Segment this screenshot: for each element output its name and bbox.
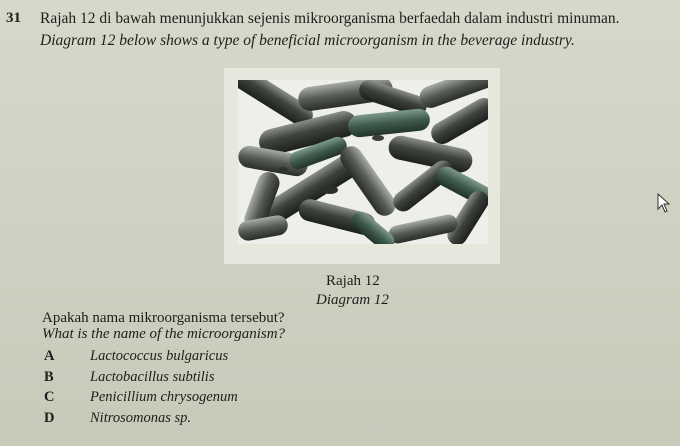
mouse-cursor-icon (657, 193, 671, 218)
option-b[interactable] (44, 369, 214, 386)
option-c[interactable] (44, 389, 238, 406)
question-stem-english: Diagram 12 below shows a type of beneficial microorganism in the beverage industry. (40, 32, 575, 49)
question-number: 31 (6, 10, 21, 26)
option-text: Penicillium chrysogenum (90, 389, 238, 405)
diagram-caption-malay: Rajah 12 (326, 273, 380, 289)
option-letter: C (44, 389, 55, 405)
question-prompt-english: What is the name of the microorganism? (42, 326, 286, 342)
option-letter: B (44, 369, 54, 385)
diagram-12-figure (224, 68, 500, 264)
option-letter: D (44, 410, 55, 426)
option-d[interactable] (44, 410, 191, 427)
option-text: Nitrosomonas sp. (90, 410, 191, 426)
option-text: Lactobacillus subtilis (90, 369, 215, 385)
option-a[interactable] (44, 348, 228, 365)
question-stem-malay: Rajah 12 di bawah menunjukkan sejenis mikroorganisma berfaedah dalam industri minuman. (40, 10, 620, 27)
option-letter: A (44, 348, 55, 364)
bacteria-micrograph-image (224, 68, 500, 264)
question-prompt-malay: Apakah nama mikroorganisma tersebut? (42, 310, 285, 326)
diagram-caption-english: Diagram 12 (316, 292, 389, 308)
option-text: Lactococcus bulgaricus (90, 348, 229, 364)
